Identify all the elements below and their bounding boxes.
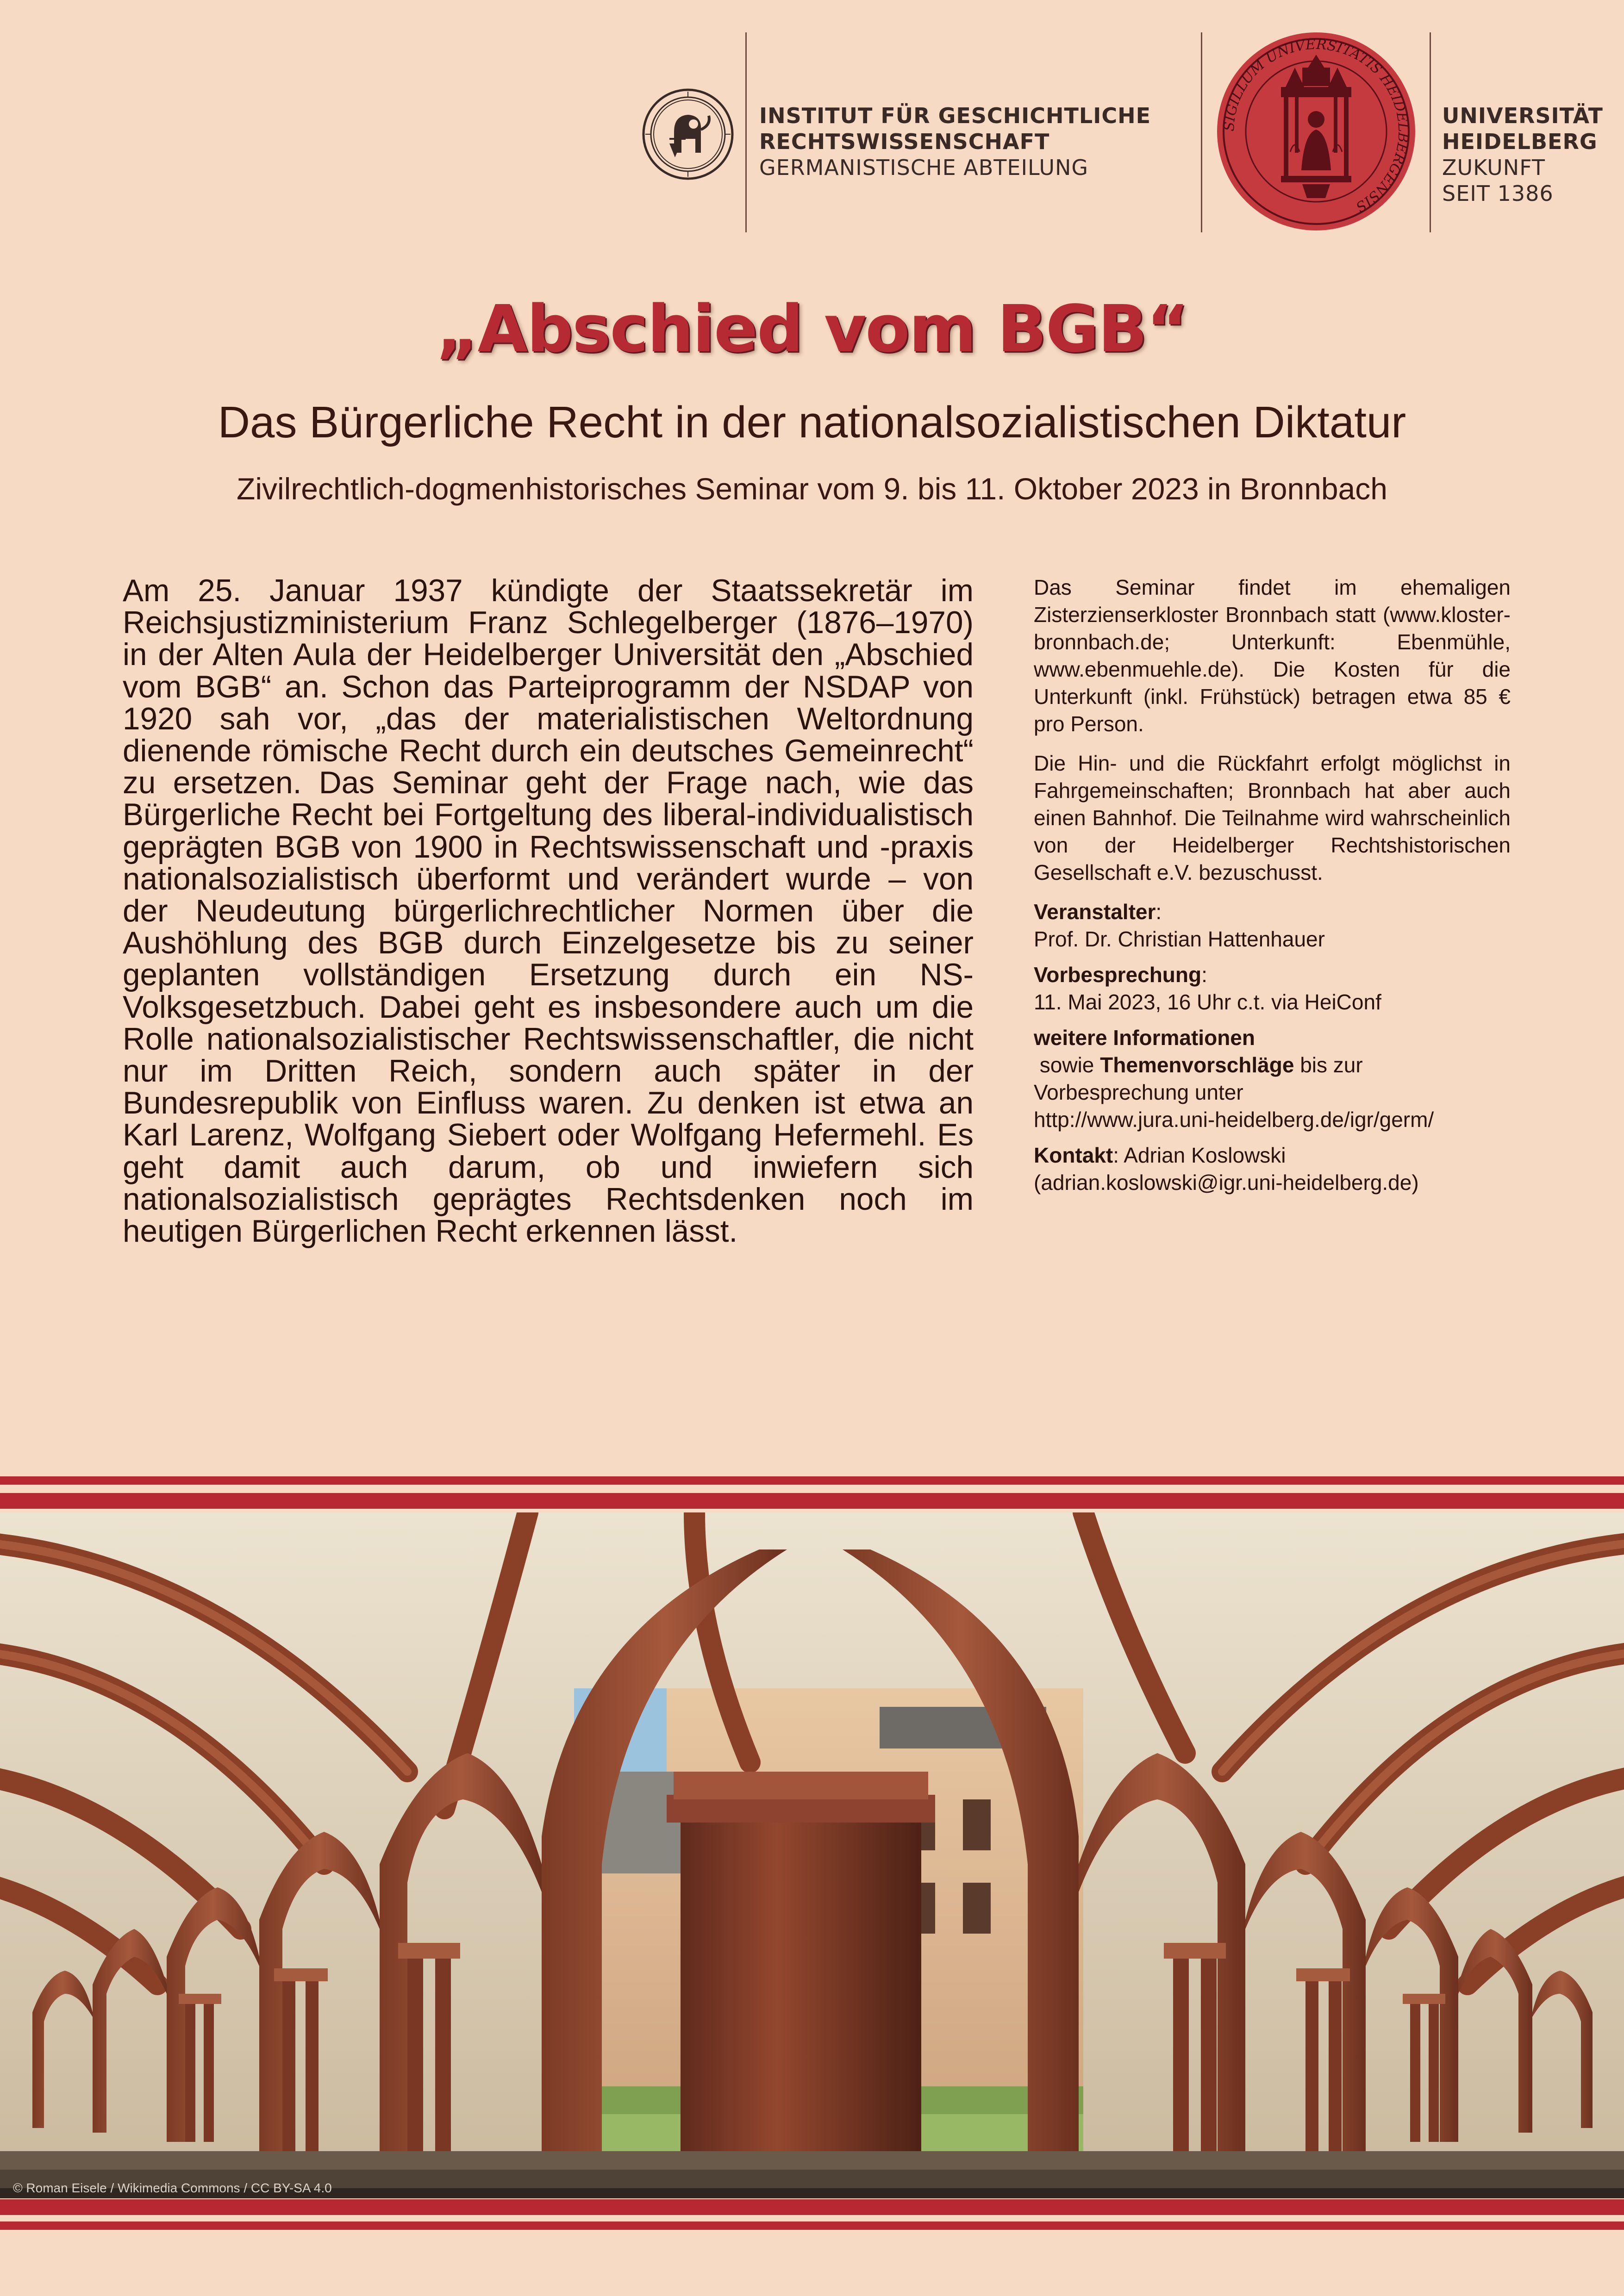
organizer-block: Veranstalter: Prof. Dr. Christian Hattenhauer bbox=[1034, 900, 1325, 951]
cloister-photo bbox=[0, 1512, 1624, 2198]
info-block bbox=[1034, 1024, 1511, 1133]
venue-paragraph: Das Seminar findet im ehemaligen Zisterzienserkloster Bronnbach statt (www.kloster-bronnbach.de; Unterkunft: Ebenmühle, www.ebenmuehle.de). Die Kosten für die Unterkunft (inkl. Frühstück) betragen etwa 85 € pro Person. bbox=[1034, 575, 1511, 736]
prelim-block: Vorbesprechung: 11. Mai 2023, 16 Uhr c.t. via HeiConf bbox=[1034, 963, 1381, 1014]
prelim-label: Vorbesprechung bbox=[1034, 963, 1202, 987]
top-red-band-thin bbox=[0, 1476, 1624, 1485]
contact-name: Adrian Koslowski bbox=[1124, 1143, 1286, 1167]
university-line-4: SEIT 1386 bbox=[1442, 181, 1554, 206]
poster-subtitle: Das Bürgerliche Recht in der nationalsozialistischen Diktatur bbox=[218, 398, 1406, 447]
info-url-link[interactable]: http://www.jura.uni-heidelberg.de/igr/germ/ bbox=[1034, 1108, 1434, 1132]
prelim-value: 11. Mai 2023, 16 Uhr c.t. via HeiConf bbox=[1034, 990, 1381, 1014]
university-line-3: ZUKUNFT bbox=[1442, 155, 1545, 180]
contact-block: Kontakt: Adrian Koslowski (adrian.koslowski@igr.uni-heidelberg.de) bbox=[1034, 1143, 1419, 1195]
institute-line-2: RECHTSWISSENSCHAFT bbox=[759, 129, 1050, 154]
main-description: Am 25. Januar 1937 kündigte der Staatssekretär im Reichsjustizministerium Franz Schlegelberger (1876–1970) in der Alten Aula der Heidelberger Universität den „Abschied vom BGB“ an. Schon das Parteiprogramm der NSDAP von 1920 sah vor, „das der materialistischen Weltordnung dienende römische Recht durch ein deutsches Gemeinrecht“ zu ersetzen. Das Seminar geht der Frage nach, wie das Bürgerliche Recht bei Fortgeltung des liberal-individualistisch geprägten BGB von 1900 in Rechtswissenschaft und -praxis nationalsozialistisch überformt und verändert wurde – von der Neudeutung bürgerlichrechtlicher Normen über die Aushöhlung des BGB durch Einzelgesetze bis zu seiner geplanten vollständigen Ersetzung durch ein NS-Volksgesetzbuch. Dabei geht es insbesondere auch um die Rolle nationalsozialistischer Rechtswissenschaftler, die nicht nur im Dritten Reich, sondern auch später in der Bundesrepublik von Einfluss waren. Zu denken ist etwa an Karl Larenz, Wolfgang Siebert oder Wolfgang Hefermehl. Es geht damit auch darum, ob und inwiefern sich nationalsozialistisch geprägtes Rechtsdenken noch im heutigen Bürgerlichen Recht erkennen lässt. bbox=[123, 573, 974, 1249]
institute-seal-icon bbox=[642, 88, 734, 180]
organizer-value: Prof. Dr. Christian Hattenhauer bbox=[1034, 927, 1325, 951]
institute-line-1: INSTITUT FÜR GESCHICHTLICHE bbox=[759, 103, 1151, 128]
poster-title: „Abschied vom BGB“ bbox=[436, 292, 1188, 367]
seal-legend: SIGILLUM UNIVERSITATIS HEIDELBERGENSIS bbox=[1221, 36, 1412, 215]
top-red-band-thick bbox=[0, 1493, 1624, 1509]
university-seal-logo bbox=[1216, 31, 1416, 231]
header-divider bbox=[1430, 32, 1431, 232]
info-rest: bis zur Vorbesprechung unter bbox=[1034, 1053, 1363, 1104]
university-line-2: HEIDELBERG bbox=[1442, 129, 1598, 154]
institute-line-3: GERMANISTISCHE ABTEILUNG bbox=[759, 155, 1089, 180]
institute-name bbox=[759, 103, 1151, 180]
info-label-1: weitere Informationen bbox=[1034, 1026, 1255, 1050]
contact-email-link[interactable]: (adrian.koslowski@igr.uni-heidelberg.de) bbox=[1034, 1170, 1419, 1195]
university-name bbox=[1442, 103, 1603, 206]
header-divider bbox=[745, 32, 747, 232]
bottom-red-band-thick bbox=[0, 2199, 1624, 2215]
seminar-dates-line: Zivilrechtlich-dogmenhistorisches Seminar vom 9. bis 11. Oktober 2023 in Bronnbach bbox=[237, 472, 1387, 506]
contact-label: Kontakt bbox=[1034, 1143, 1113, 1167]
info-label-2: Themenvorschläge bbox=[1100, 1053, 1294, 1077]
info-mid: sowie bbox=[1034, 1053, 1100, 1077]
university-line-1: UNIVERSITÄT bbox=[1442, 103, 1603, 128]
bottom-red-band-thin bbox=[0, 2221, 1624, 2230]
header-divider bbox=[1201, 32, 1202, 232]
organizer-label: Veranstalter bbox=[1034, 900, 1156, 924]
travel-paragraph: Die Hin- und die Rückfahrt erfolgt möglichst in Fahrgemeinschaften; Bronnbach hat aber auch einen Bahnhof. Die Teilnahme wird wahrscheinlich von der Heidelberger Rechtshistorischen Gesellschaft e.V. bezuschusst. bbox=[1034, 751, 1511, 884]
sidebar-info bbox=[1034, 574, 1511, 1205]
photo-credit: © Roman Eisele / Wikimedia Commons / CC BY-SA 4.0 bbox=[13, 2181, 332, 2195]
